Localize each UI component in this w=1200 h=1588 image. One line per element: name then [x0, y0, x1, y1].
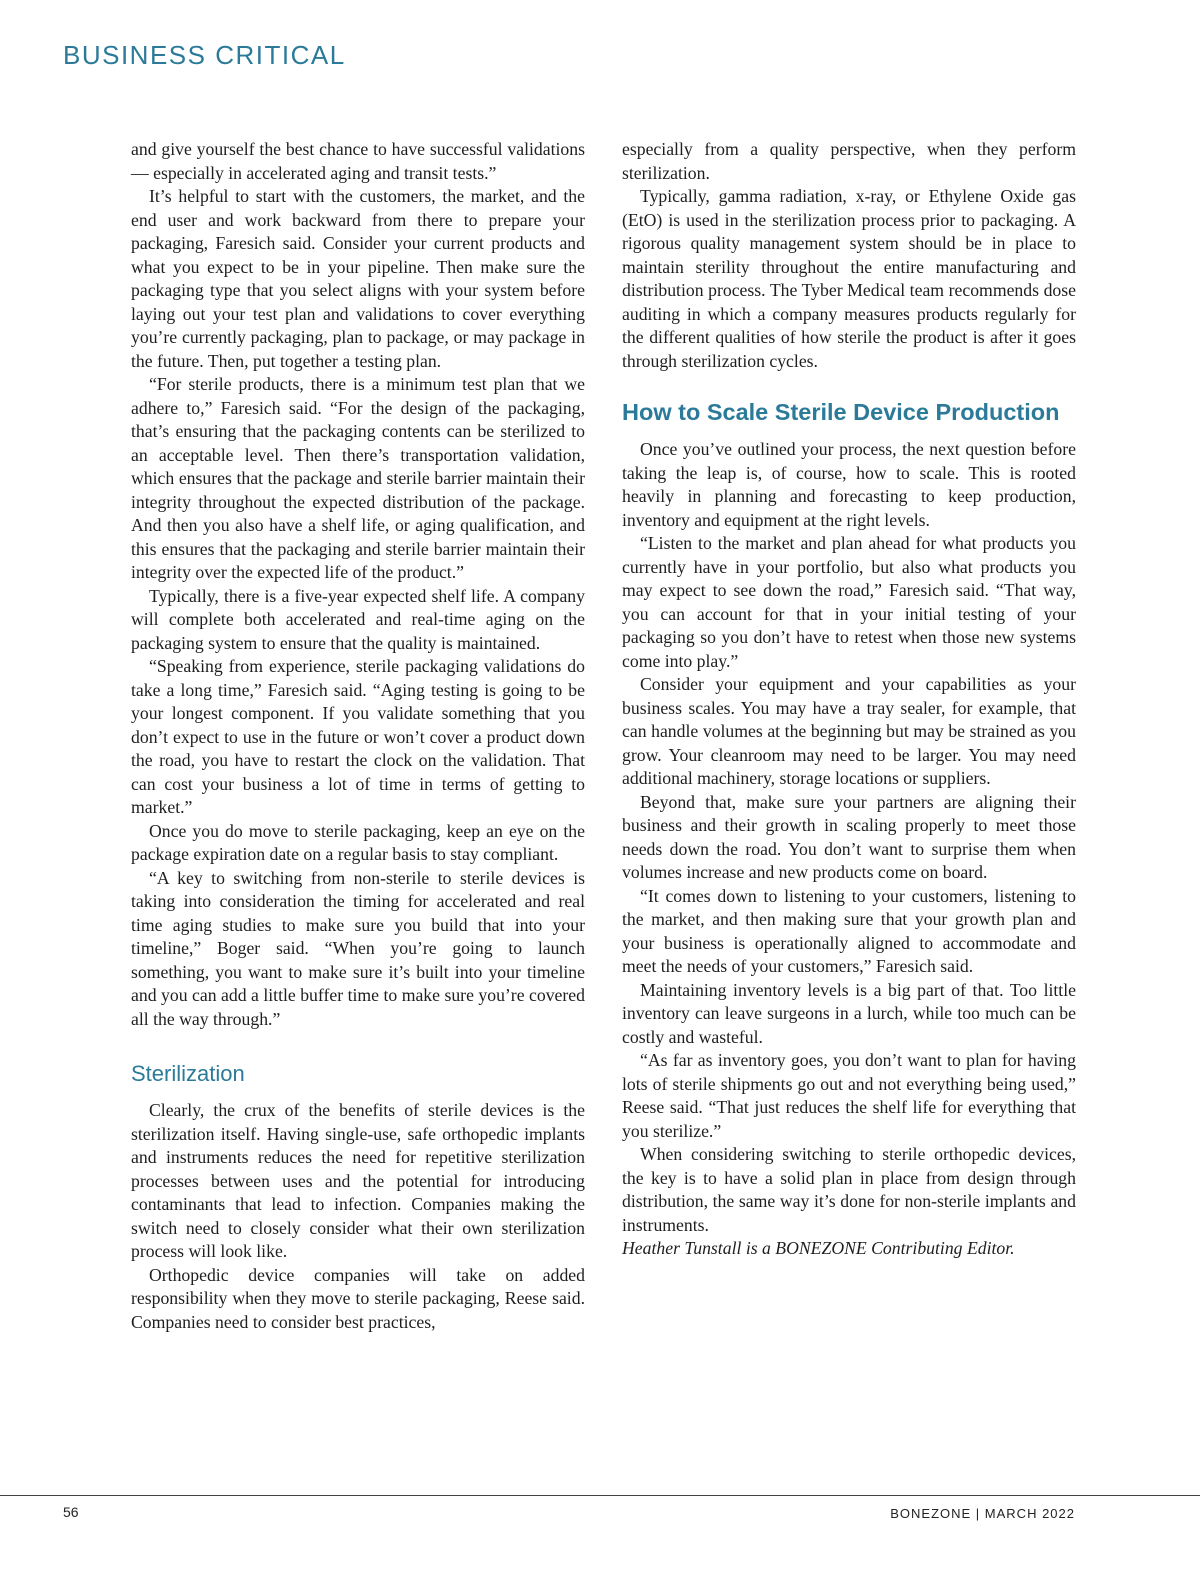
- paragraph: and give yourself the best chance to have successful validations — especially in accelerated aging and transit tests.”: [131, 139, 585, 183]
- paragraph: “Listen to the market and plan ahead for what products you currently have in your portfolio, but also what products you may expect to see down the road,” Faresich said. “That way, you can account for that in your initial testing of your packaging so you don’t have to retest when those new systems come into play.”: [622, 533, 1076, 671]
- paragraph: Once you do move to sterile packaging, keep an eye on the package expiration date on a regular basis to stay compliant.: [131, 820, 585, 864]
- paragraph: Maintaining inventory levels is a big part of that. Too little inventory can leave surgeons in a lurch, while too much can be costly and wasteful.: [622, 979, 1076, 1047]
- publication-info: BONEZONE | MARCH 2022: [890, 1506, 1075, 1521]
- paragraph: Beyond that, make sure your partners are aligning their business and their growth in scaling properly to meet those needs down the road. You don’t want to surprise them when volumes increase and new products come on board.: [622, 791, 1076, 882]
- section-title: BUSINESS CRITICAL: [63, 40, 346, 70]
- paragraph: Typically, there is a five-year expected shelf life. A company will complete both accelerated and real-time aging on the packaging system to ensure that the quality is maintained.: [131, 585, 585, 653]
- paragraph: Typically, gamma radiation, x-ray, or Ethylene Oxide gas (EtO) is used in the sterilization process prior to packaging. A rigorous quality management system should be in place to maintain sterility throughout the entire manufacturing and distribution process. The Tyber Medical team recommends dose auditing in which a company measures products regularly for the different qualities of how sterile the product is after it goes through sterilization cycles.: [622, 186, 1076, 371]
- paragraph: Once you’ve outlined your process, the next question before taking the leap is, of course, how to scale. This is rooted heavily in planning and forecasting to keep production, inventory and equipment at the right levels.: [622, 439, 1076, 530]
- paragraph: It’s helpful to start with the customers, the market, and the end user and work backward from there to prepare your packaging, Faresich said. Consider your current products and what you expect to be in your pipeline. Then make sure the packaging type that you select aligns with your system before laying out your test plan and validations to cover everything you’re currently packaging, plan to package, or may package in the future. Then, put together a testing plan.: [131, 186, 585, 371]
- author-byline: Heather Tunstall is a BONEZONE Contributing Editor.: [622, 1238, 1015, 1258]
- heading-scale-production: How to Scale Sterile Device Production: [622, 399, 1060, 425]
- page-number: 56: [63, 1504, 79, 1520]
- paragraph: “Speaking from experience, sterile packaging validations do take a long time,” Faresich said. “Aging testing is going to be your longest component. If you validate something that you don’t expect to use in the future or won’t cover a product down the road, you have to restart the clock on the validation. That can cost your business a lot of time in terms of getting to market.”: [131, 656, 585, 817]
- paragraph: Clearly, the crux of the benefits of sterile devices is the sterilization itself. Having single-use, safe orthopedic implants and instruments reduces the need for repetitive sterilization processes between uses and the potential for introducing contaminants that lead to infection. Companies making the switch need to closely consider what their own sterilization process will look like.: [131, 1100, 585, 1261]
- paragraph: especially from a quality perspective, when they perform sterilization.: [622, 139, 1076, 183]
- paragraph: “As far as inventory goes, you don’t want to plan for having lots of sterile shipments go out and not everything being used,” Reese said. “That just reduces the shelf life for everything that you sterilize.”: [622, 1050, 1076, 1141]
- paragraph: “A key to switching from non-sterile to sterile devices is taking into consideration the timing for accelerated and real time aging studies to make sure you build that into your timeline,” Boger said. “When you’re going to launch something, you want to make sure it’s built into your timeline and you can add a little buffer time to make sure you’re covered all the way through.”: [131, 867, 585, 1029]
- left-column: [131, 138, 585, 1334]
- subheading-sterilization: Sterilization: [131, 1061, 245, 1086]
- paragraph: “For sterile products, there is a minimum test plan that we adhere to,” Faresich said. “For the design of the packaging, that’s ensuring that the packaging contents can be sterilized to an acceptable level. Then there’s transportation validation, which ensures that the package and sterile barrier maintain their integrity throughout the expected distribution of the package. And then you also have a shelf life, or aging qualification, and this ensures that the packaging and sterile barrier maintain their integrity over the expected life of the product.”: [131, 374, 585, 582]
- paragraph: “It comes down to listening to your customers, listening to the market, and then making sure that your growth plan and your business is operationally aligned to accommodate and meet the needs of your customers,” Faresich said.: [622, 885, 1076, 976]
- right-column: [622, 138, 1076, 1261]
- paragraph: Orthopedic device companies will take on added responsibility when they move to sterile packaging, Reese said. Companies need to consider best practices,: [131, 1264, 585, 1332]
- paragraph: Consider your equipment and your capabilities as your business scales. You may have a tray sealer, for example, that can handle volumes at the beginning but may be strained as you grow. Your cleanroom may need to be larger. You may need additional machinery, storage locations or suppliers.: [622, 674, 1076, 788]
- paragraph: When considering switching to sterile orthopedic devices, the key is to have a solid plan in place from design through distribution, the same way it’s done for non-sterile implants and instruments.: [622, 1144, 1076, 1235]
- footer-divider: [0, 1495, 1200, 1496]
